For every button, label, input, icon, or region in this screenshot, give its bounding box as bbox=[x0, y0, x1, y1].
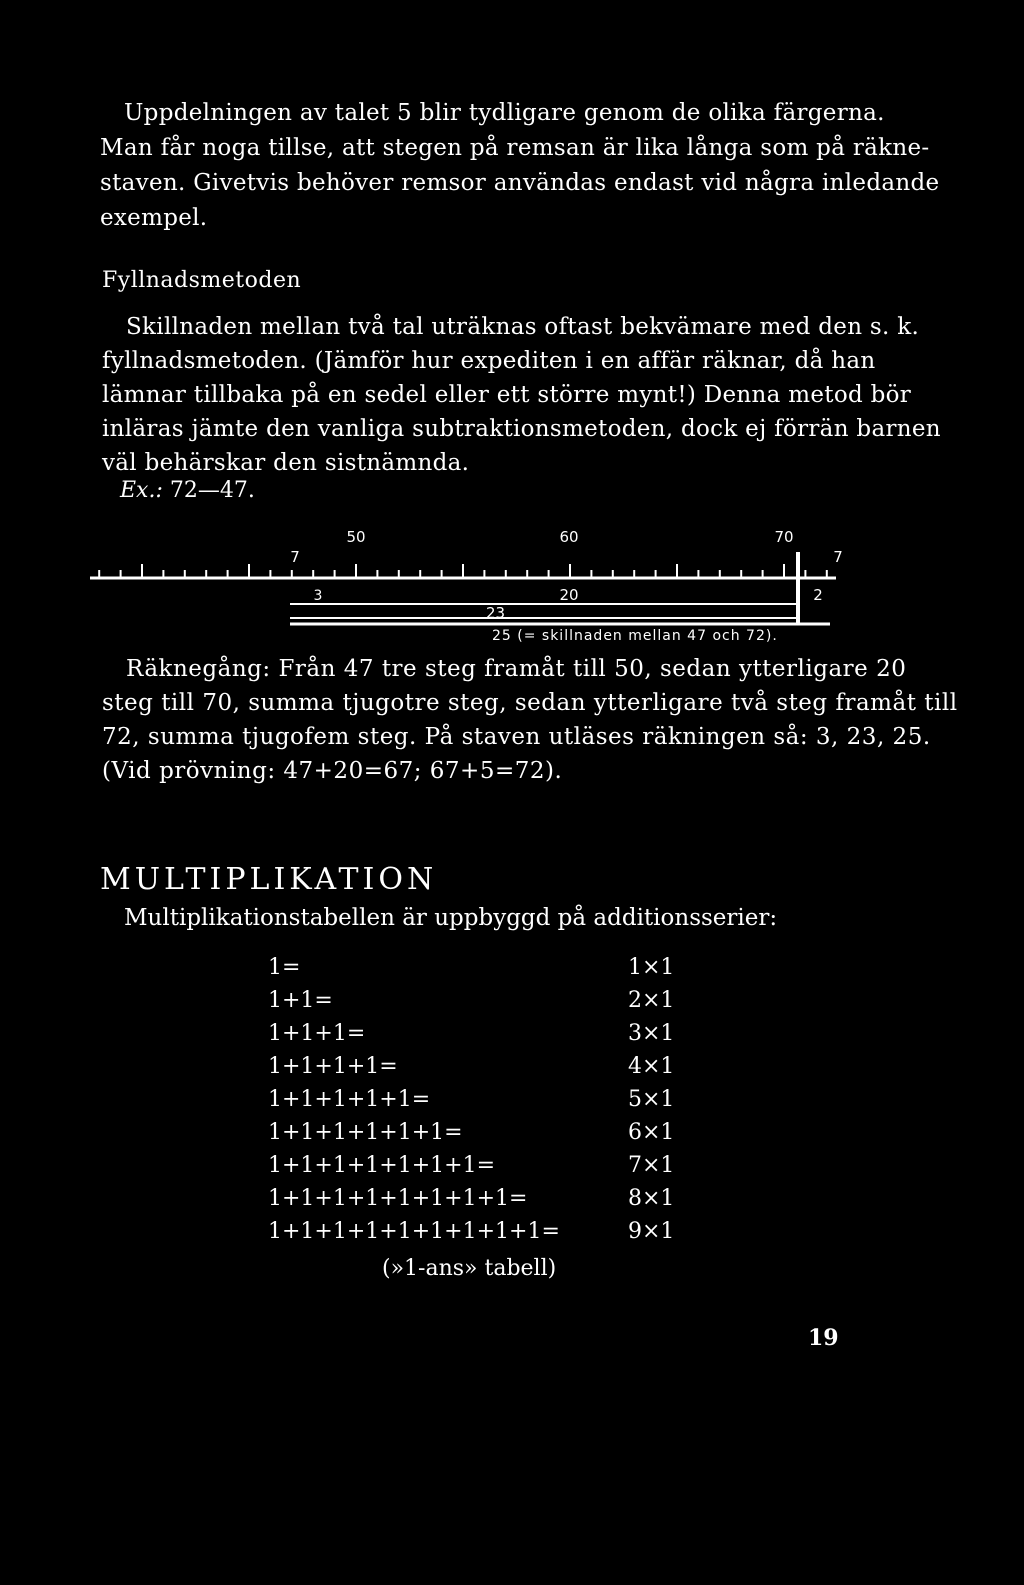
text-line: steg till 70, summa tjugotre steg, sedan ytterligare två steg framåt till bbox=[102, 690, 958, 716]
sum-label-23: 23 bbox=[486, 604, 506, 622]
row-product: 8×1 bbox=[628, 1186, 675, 1211]
text-line: Man får noga tillse, att stegen på remsan är lika långa som på räkne- bbox=[100, 135, 930, 161]
table-row bbox=[268, 1087, 698, 1120]
text-line: (Vid prövning: 47+20=67; 67+5=72). bbox=[102, 758, 563, 784]
row-product: 6×1 bbox=[628, 1120, 675, 1145]
calculation-paragraph bbox=[102, 652, 958, 788]
table-row bbox=[268, 1153, 698, 1186]
fyllnad-paragraph bbox=[102, 310, 941, 480]
table-row bbox=[268, 1054, 698, 1087]
example-value: 72—47. bbox=[169, 478, 255, 503]
table-row bbox=[268, 955, 698, 988]
ruler-marker-left: 7 bbox=[290, 548, 300, 566]
multiplication-table bbox=[268, 955, 698, 1252]
row-product: 9×1 bbox=[628, 1219, 675, 1244]
text-line: Skillnaden mellan två tal uträknas oftast bekvämare med den s. k. bbox=[126, 314, 920, 340]
row-product: 4×1 bbox=[628, 1054, 675, 1079]
example-prefix: Ex.: bbox=[120, 478, 163, 503]
row-sum: 1+1+1+1+1= bbox=[268, 1087, 431, 1112]
number-ruler-diagram bbox=[0, 520, 1024, 645]
table-note: (»1-ans» tabell) bbox=[382, 1256, 557, 1281]
row-sum: 1+1+1+1+1+1+1+1+1= bbox=[268, 1219, 560, 1244]
text-line: Räknegång: Från 47 tre steg framåt till 50, sedan ytterligare 20 bbox=[126, 656, 907, 682]
table-row bbox=[268, 988, 698, 1021]
table-row bbox=[268, 1186, 698, 1219]
text-line: staven. Givetvis behöver remsor användas endast vid några inledande bbox=[100, 170, 940, 196]
row-sum: 1+1+1+1+1+1+1+1= bbox=[268, 1186, 528, 1211]
text-line: lämnar tillbaka på en sedel eller ett större mynt!) Denna metod bör bbox=[102, 382, 912, 408]
text-line: inläras jämte den vanliga subtraktionsmetoden, dock ej förrän barnen bbox=[102, 416, 941, 442]
segment-label-2: 2 bbox=[813, 586, 823, 604]
section-heading-fyllnadsmetoden: Fyllnadsmetoden bbox=[102, 268, 302, 293]
intro-paragraph bbox=[100, 96, 939, 236]
ruler-marker-right: 7 bbox=[833, 548, 843, 566]
table-row bbox=[268, 1120, 698, 1153]
row-product: 1×1 bbox=[628, 955, 675, 980]
row-sum: 1+1+1+1= bbox=[268, 1054, 398, 1079]
ruler-ticks bbox=[99, 564, 827, 578]
text-line: väl behärskar den sistnämnda. bbox=[102, 450, 470, 476]
table-row bbox=[268, 1021, 698, 1054]
table-intro: Multiplikationstabellen är uppbyggd på additionsserier: bbox=[124, 905, 778, 931]
text-line: 72, summa tjugofem steg. På staven utläses räkningen så: 3, 23, 25. bbox=[102, 724, 931, 750]
row-sum: 1+1= bbox=[268, 988, 333, 1013]
row-product: 2×1 bbox=[628, 988, 675, 1013]
row-product: 5×1 bbox=[628, 1087, 675, 1112]
segment-label-20: 20 bbox=[559, 586, 579, 604]
text-line: Uppdelningen av talet 5 blir tydligare genom de olika färgerna. bbox=[124, 100, 885, 126]
ruler-label-50: 50 bbox=[346, 528, 366, 546]
row-product: 3×1 bbox=[628, 1021, 675, 1046]
segment-label-3: 3 bbox=[313, 588, 323, 604]
result-label: 25 (= skillnaden mellan 47 och 72). bbox=[492, 628, 778, 644]
example-line bbox=[120, 478, 255, 503]
ruler-label-60: 60 bbox=[559, 528, 579, 546]
ruler-label-70: 70 bbox=[774, 528, 794, 546]
row-sum: 1+1+1= bbox=[268, 1021, 366, 1046]
table-row bbox=[268, 1219, 698, 1252]
page-number: 19 bbox=[808, 1325, 839, 1351]
row-sum: 1+1+1+1+1+1+1= bbox=[268, 1153, 496, 1178]
section-title-multiplikation: MULTIPLIKATION bbox=[100, 862, 438, 897]
row-product: 7×1 bbox=[628, 1153, 675, 1178]
row-sum: 1+1+1+1+1+1= bbox=[268, 1120, 463, 1145]
row-sum: 1= bbox=[268, 955, 301, 980]
text-line: exempel. bbox=[100, 205, 208, 231]
text-line: fyllnadsmetoden. (Jämför hur expediten i en affär räknar, då han bbox=[102, 348, 876, 374]
